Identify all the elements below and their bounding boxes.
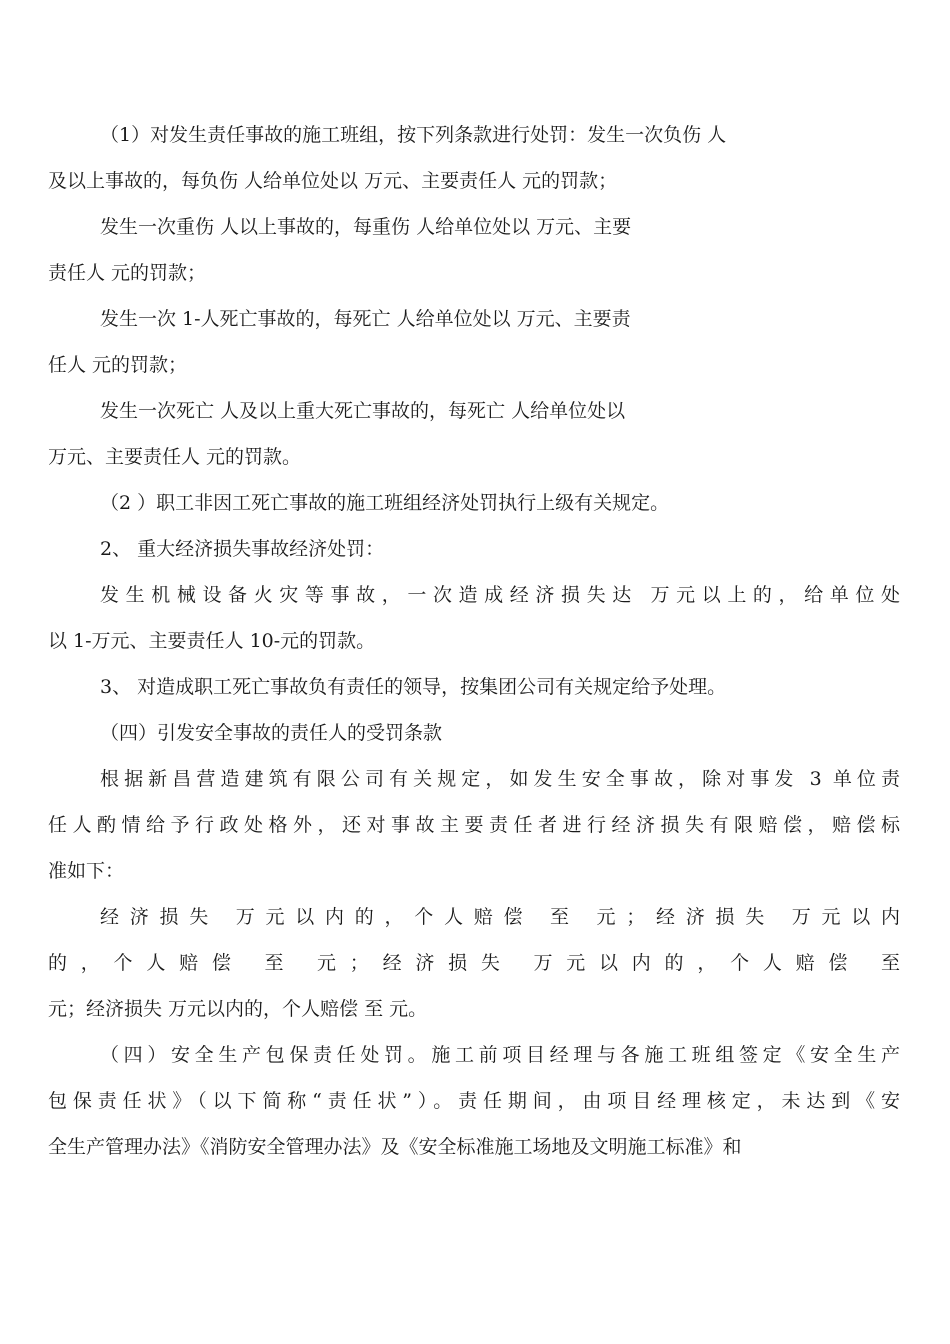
text-line: 发生一次 1-人死亡事故的，每死亡 人给单位处以 万元、主要责 [100, 308, 631, 330]
text-line: 包保责任状》（以下简称“责任状”）。责任期间，由项目经理核定，未达到《安 [48, 1090, 900, 1112]
text-line: 的，个人赔偿 至 元；经济损失 万元以内的，个人赔偿 至 [48, 952, 900, 974]
text-line: 3、 对造成职工死亡事故负有责任的领导，按集团公司有关规定给予处理。 [100, 676, 727, 698]
text-line: （2 ）职工非因工死亡事故的施工班组经济处罚执行上级有关规定。 [100, 492, 670, 514]
text-line: 准如下： [48, 860, 125, 882]
text-line: 2、 重大经济损失事故经济处罚： [100, 538, 385, 560]
text-line: 元；经济损失 万元以内的，个人赔偿 至 元。 [48, 998, 428, 1020]
text-line: 发生一次死亡 人及以上重大死亡事故的，每死亡 人给单位处以 [100, 400, 626, 422]
text-line: 发生机械设备火灾等事故，一次造成经济损失达 万元以上的，给单位处 [100, 584, 900, 606]
text-line: 及以上事故的，每负伤 人给单位处以 万元、主要责任人 元的罚款； [48, 170, 618, 192]
text-line: （四）引发安全事故的责任人的受罚条款 [100, 722, 443, 744]
text-line: 经济损失 万元以内的，个人赔偿 至 元；经济损失 万元以内 [100, 906, 900, 928]
text-line: 万元、主要责任人 元的罚款。 [48, 446, 302, 468]
text-line: 责任人 元的罚款； [48, 262, 207, 284]
text-line: 任人酌情给予行政处格外，还对事故主要责任者进行经济损失有限赔偿，赔偿标 [48, 814, 900, 836]
text-line: （1）对发生责任事故的施工班组，按下列条款进行处罚：发生一次负伤 人 [100, 124, 727, 146]
text-line: 发生一次重伤 人以上事故的，每重伤 人给单位处以 万元、主要 [100, 216, 632, 238]
text-line: （四）安全生产包保责任处罚。施工前项目经理与各施工班组签定《安全生产 [100, 1044, 900, 1066]
text-line: 根据新昌营造建筑有限公司有关规定，如发生安全事故，除对事发 3 单位责 [100, 768, 900, 790]
text-line: 全生产管理办法》《消防安全管理办法》及《安全标准施工场地及文明施工标准》和 [48, 1136, 742, 1158]
text-line: 任人 元的罚款； [48, 354, 188, 376]
text-line: 以 1-万元、主要责任人 10-元的罚款。 [48, 630, 376, 652]
